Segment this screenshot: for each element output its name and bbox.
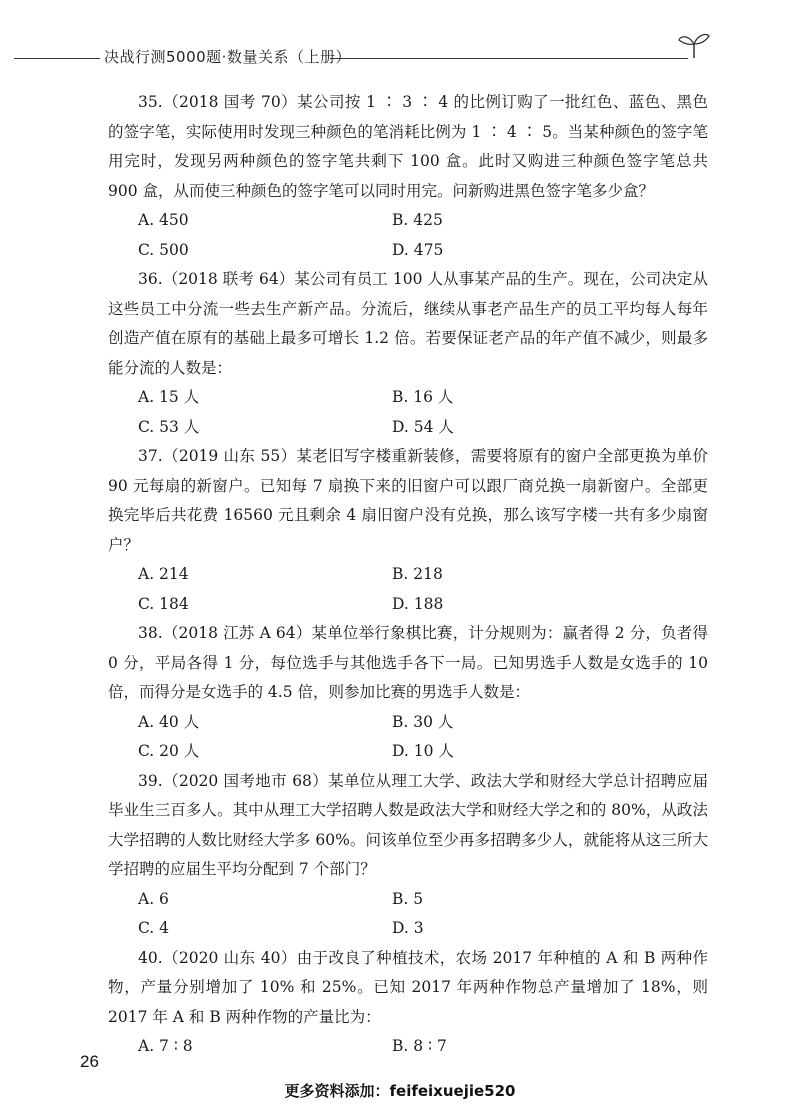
option-b: B. 218 (392, 565, 443, 583)
footer-note: 更多资料添加：feifeixuejie520 (284, 1082, 516, 1100)
question-list (108, 88, 708, 1062)
question-40 (108, 944, 708, 1062)
option-a: A. 7 ∶ 8 (138, 1037, 193, 1055)
header-rule-left (14, 58, 100, 59)
option-d: D. 475 (392, 240, 444, 259)
option-c: C. 500 (138, 240, 189, 259)
option-b: B. 425 (392, 211, 443, 229)
sprout-icon (676, 28, 712, 62)
option-b: B. 16 人 (392, 388, 454, 406)
book-title: 决战行测5000题·数量关系（上册） (104, 48, 351, 66)
header-rule-right (330, 58, 688, 59)
option-a: A. 214 (138, 565, 189, 583)
options (108, 383, 708, 442)
question-35 (108, 88, 708, 265)
options (108, 885, 708, 944)
question-text: 39.（2020 国考地市 68）某单位从理工大学、政法大学和财经大学总计招聘应届毕业生三百多人。其中从理工大学招聘人数是政法大学和财经大学之和的 80%，从政法大学招聘的人数比财经大学多 60%。问该单位至少再多招聘多少人，就能将从这三所大学招聘的应届生平均分配到 7 个部门？ (108, 771, 708, 878)
option-c: C. 184 (138, 594, 189, 613)
question-text: 38.（2018 江苏 A 64）某单位举行象棋比赛，计分规则为：赢者得 2 分，负者得 0 分，平局各得 1 分，每位选手与其他选手各下一局。已知男选手人数是女选手的 10 倍，而得分是女选手的 4.5 倍，则参加比赛的男选手人数是： (108, 624, 708, 701)
question-text: 36.（2018 联考 64）某公司有员工 100 人从事某产品的生产。现在，公司决定从这些员工中分流一些去生产新产品。分流后，继续从事老产品生产的员工平均每人每年创造产值在原有的基础上最多可增长 1.2 倍。若要保证老产品的年产值不减少，则最多能分流的人数是： (108, 270, 708, 377)
page-number: 26 (80, 1052, 99, 1071)
options (108, 1032, 708, 1062)
question-37 (108, 442, 708, 619)
question-39 (108, 767, 708, 944)
option-c: C. 53 人 (138, 417, 200, 436)
option-d: D. 10 人 (392, 742, 454, 760)
option-d: D. 3 (392, 919, 424, 937)
options (108, 708, 708, 767)
options (108, 206, 708, 265)
page-header (0, 40, 800, 70)
option-a: A. 6 (138, 889, 169, 908)
option-c: C. 20 人 (138, 742, 200, 760)
option-a: A. 450 (138, 211, 189, 229)
option-b: B. 5 (392, 889, 424, 908)
option-c: C. 4 (138, 919, 170, 937)
option-a: A. 15 人 (138, 388, 200, 406)
question-36 (108, 265, 708, 442)
question-text: 37.（2019 山东 55）某老旧写字楼重新装修，需要将原有的窗户全部更换为单价 90 元每扇的新窗户。已知每 7 扇换下来的旧窗户可以跟厂商兑换一扇新窗户。全部更换完毕后共花费 16560 元且剩余 4 扇旧窗户没有兑换，那么该写字楼一共有多少扇窗户？ (108, 447, 708, 554)
option-b: B. 8 ∶ 7 (392, 1037, 447, 1055)
question-38 (108, 619, 708, 767)
options (108, 560, 708, 619)
option-d: D. 188 (392, 594, 444, 613)
option-a: A. 40 人 (138, 712, 200, 731)
option-d: D. 54 人 (392, 417, 454, 436)
question-text: 35.（2018 国考 70）某公司按 1 ∶ 3 ∶ 4 的比例订购了一批红色、蓝色、黑色的签字笔，实际使用时发现三种颜色的笔消耗比例为 1 ∶ 4 ∶ 5。当某种颜色的签字笔用完时，发现另两种颜色的签字笔共剩下 100 盒。此时又购进三种颜色签字笔总共 900 盒，从而使三种颜色的签字笔可以同时用完。问新购进黑色签字笔多少盒？ (108, 93, 708, 200)
option-b: B. 30 人 (392, 712, 454, 731)
question-text: 40.（2020 山东 40）由于改良了种植技术，农场 2017 年种植的 A 和 B 两种作物，产量分别增加了 10% 和 25%。已知 2017 年两种作物总产量增加了 18%，则 2017 年 A 和 B 两种作物的产量比为： (108, 948, 708, 1026)
